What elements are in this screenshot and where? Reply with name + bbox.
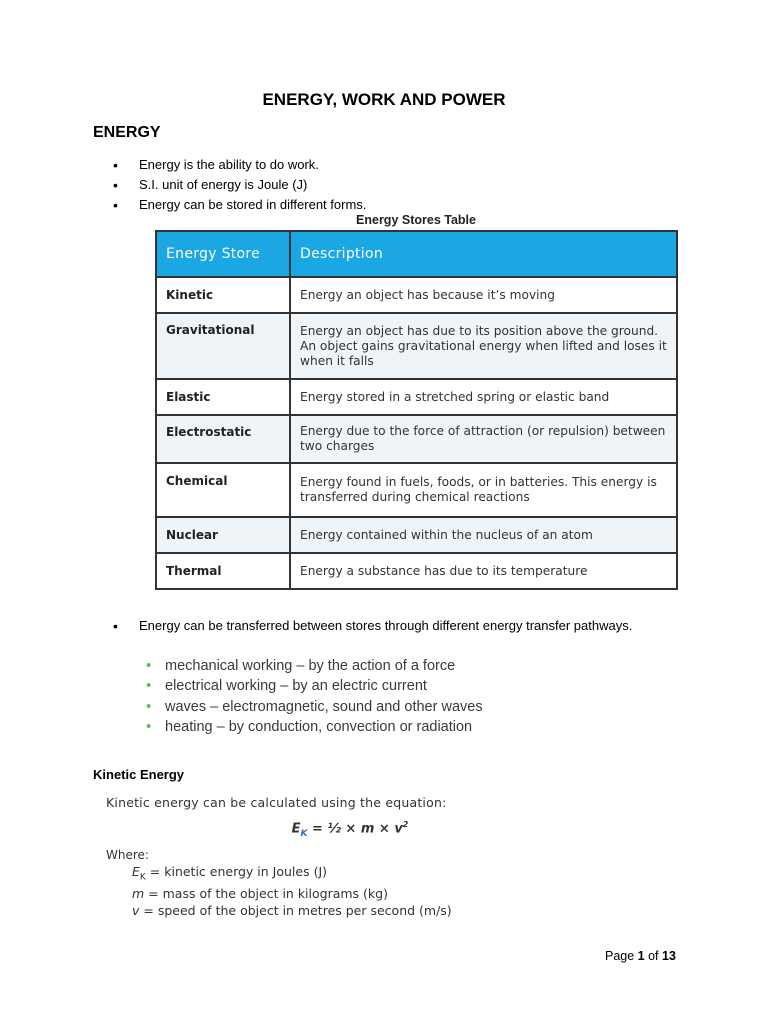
energy-stores-table [155,230,678,590]
table-row [156,379,677,415]
table-row [156,517,677,553]
page-of: of [644,949,662,963]
variable-definition [132,864,452,886]
transfer-pathways-list [146,656,483,738]
page-title: ENERGY, WORK AND POWER [262,90,506,109]
column-header-description: Description [290,231,677,277]
variable-symbol: v [132,902,140,918]
pathway-item: • electrical working – by an electric current [146,676,483,696]
store-name: Gravitational [156,313,290,379]
table-header-row [156,231,677,277]
variable-symbol: m [132,886,145,901]
pathway-item: • heating – by conduction, convection or radiation [146,717,483,737]
store-description: Energy an object has due to its position above the ground. An object gains gravitational energy when lifted and loses it when it falls [290,313,677,379]
store-description: Energy contained within the nucleus of an atom [290,517,677,553]
page-current: 1 [637,949,645,963]
store-name: Electrostatic [156,415,290,463]
bullet-item: • Energy can be stored in different forms. [113,195,366,215]
transfer-bullet-list [113,616,633,636]
table-row [156,463,677,517]
table-row [156,553,677,589]
section-heading-energy: ENERGY [93,124,161,141]
equation-superscript: 2 [402,820,409,829]
intro-bullet-list [113,155,366,215]
equation-lhs: E [291,821,301,837]
variable-subscript: K [139,872,146,883]
equation-lhs-subscript: K [300,828,308,839]
kinetic-energy-equation [0,820,700,839]
store-description: Energy an object has because it’s moving [290,277,677,313]
table-row [156,277,677,313]
pathway-item: • waves – electromagnetic, sound and other waves [146,697,483,717]
variable-text: = kinetic energy in Joules (J) [145,864,328,879]
variable-definition [132,886,452,903]
table-row [156,415,677,463]
bullet-item: • Energy can be transferred between stores through different energy transfer pathways. [113,616,633,636]
kinetic-intro-text: Kinetic energy can be calculated using the equation: [106,795,447,810]
variable-text: = mass of the object in kilograms (kg) [144,886,388,901]
table-caption: Energy Stores Table [356,213,476,227]
store-name: Kinetic [156,277,290,313]
bullet-item: • Energy is the ability to do work. [113,155,366,175]
store-name: Chemical [156,463,290,517]
pathway-item: • mechanical working – by the action of a force [146,656,483,676]
page-number [605,949,676,963]
store-description: Energy found in fuels, foods, or in batteries. This energy is transferred during chemical reactions [290,463,677,517]
variable-symbol: E [132,864,140,879]
table-row [156,313,677,379]
equation-rhs: = ½ × m × v [307,821,403,837]
section-heading-kinetic-energy: Kinetic Energy [93,767,185,782]
variable-text: = speed of the object in metres per second (m/s) [139,902,452,918]
store-name: Elastic [156,379,290,415]
store-name: Thermal [156,553,290,589]
store-description: Energy a substance has due to its temperature [290,553,677,589]
store-name: Nuclear [156,517,290,553]
bullet-item: • S.I. unit of energy is Joule (J) [113,175,366,195]
variable-definitions [132,864,452,919]
variable-definition [132,903,452,920]
page-total: 13 [662,949,676,963]
store-description: Energy stored in a stretched spring or elastic band [290,379,677,415]
where-label: Where: [106,848,149,862]
column-header-store: Energy Store [156,231,290,277]
page-prefix: Page [605,949,638,963]
store-description: Energy due to the force of attraction (or repulsion) between two charges [290,415,677,463]
